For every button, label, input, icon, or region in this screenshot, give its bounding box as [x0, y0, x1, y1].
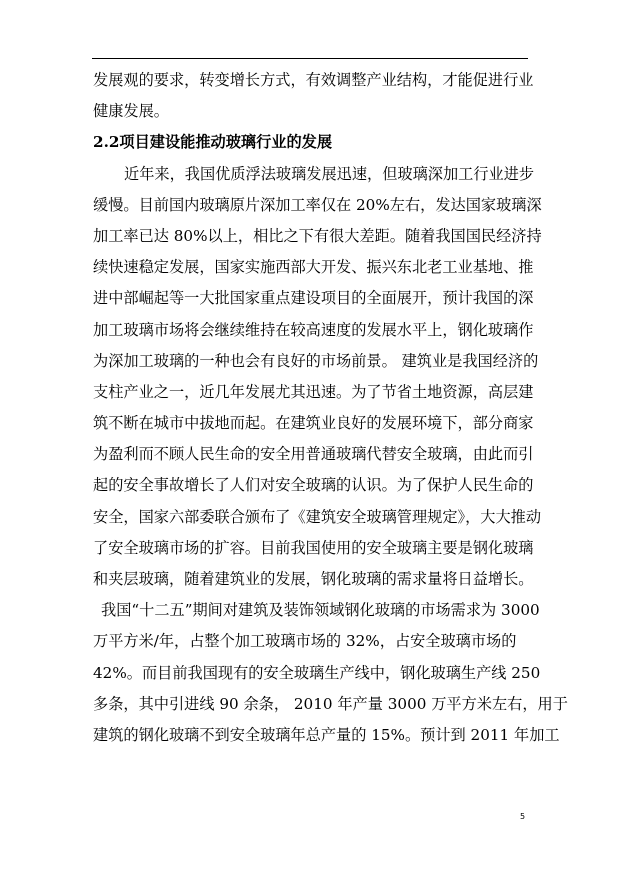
section-heading: 2.2项目建设能推动玻璃行业的发展: [93, 133, 333, 152]
paragraph-line: 为深加工玻璃的一种也会有良好的市场前景。 建筑业是我国经济的: [93, 351, 539, 370]
paragraph-line: 和夹层玻璃，随着建筑业的发展，钢化玻璃的需求量将日益增长。: [93, 570, 534, 588]
paragraph-line: 筑不断在城市中拔地而起。在建筑业良好的发展环境下，部分商家: [93, 414, 534, 433]
paragraph-line: 我国“十二五”期间对建筑及装饰领域钢化玻璃的市场需求为 3000: [101, 601, 540, 620]
paragraph-line: 进中部崛起等一大批国家重点建设项目的全面展开，预计我国的深: [93, 289, 534, 308]
paragraph-line: 缓慢。目前国内玻璃原片深加工率仅在 20%左右，发达国家玻璃深: [93, 195, 542, 214]
paragraph-line: 发展观的要求，转变增长方式，有效调整产业结构，才能促进行业: [93, 71, 534, 89]
paragraph-line: 加工玻璃市场将会继续维持在较高速度的发展水平上，钢化玻璃作: [93, 320, 534, 339]
paragraph-line: 万平方米/年，占整个加工玻璃市场的 32%，占安全玻璃市场的: [93, 632, 517, 651]
paragraph-line: 了安全玻璃市场的扩容。目前我国使用的安全玻璃主要是钢化玻璃: [93, 538, 534, 557]
paragraph-line: 42%。而目前我国现有的安全玻璃生产线中，钢化玻璃生产线 250: [93, 663, 541, 682]
paragraph-line: 续快速稳定发展，国家实施西部大开发、振兴东北老工业基地、推: [93, 258, 534, 277]
document-body: [93, 65, 568, 751]
header-rule: [92, 58, 528, 59]
page-number: 5: [520, 812, 526, 821]
paragraph-line: 安全，国家六部委联合颁布了《建筑安全玻璃管理规定》，大大推动: [93, 507, 542, 526]
paragraph-line: 建筑的钢化玻璃不到安全玻璃年总产量的 15%。预计到 2011 年加工: [93, 725, 560, 744]
paragraph-line: 健康发展。: [93, 102, 169, 121]
paragraph-line: 为盈利而不顾人民生命的安全用普通玻璃代替安全玻璃，由此而引: [93, 445, 534, 464]
paragraph-line: 支柱产业之一，近几年发展尤其迅速。为了节省土地资源，高层建: [93, 382, 534, 401]
paragraph-line: 近年来，我国优质浮法玻璃发展迅速，但玻璃深加工行业进步: [124, 164, 535, 183]
paragraph-line: 加工率已达 80%以上，相比之下有很大差距。随着我国国民经济持: [93, 226, 542, 245]
paragraph-line: 多条，其中引进线 90 余条， 2010 年产量 3000 万平方米左右，用于: [93, 694, 568, 713]
paragraph-line: 起的安全事故增长了人们对安全玻璃的认识。为了保护人民生命的: [93, 476, 534, 495]
